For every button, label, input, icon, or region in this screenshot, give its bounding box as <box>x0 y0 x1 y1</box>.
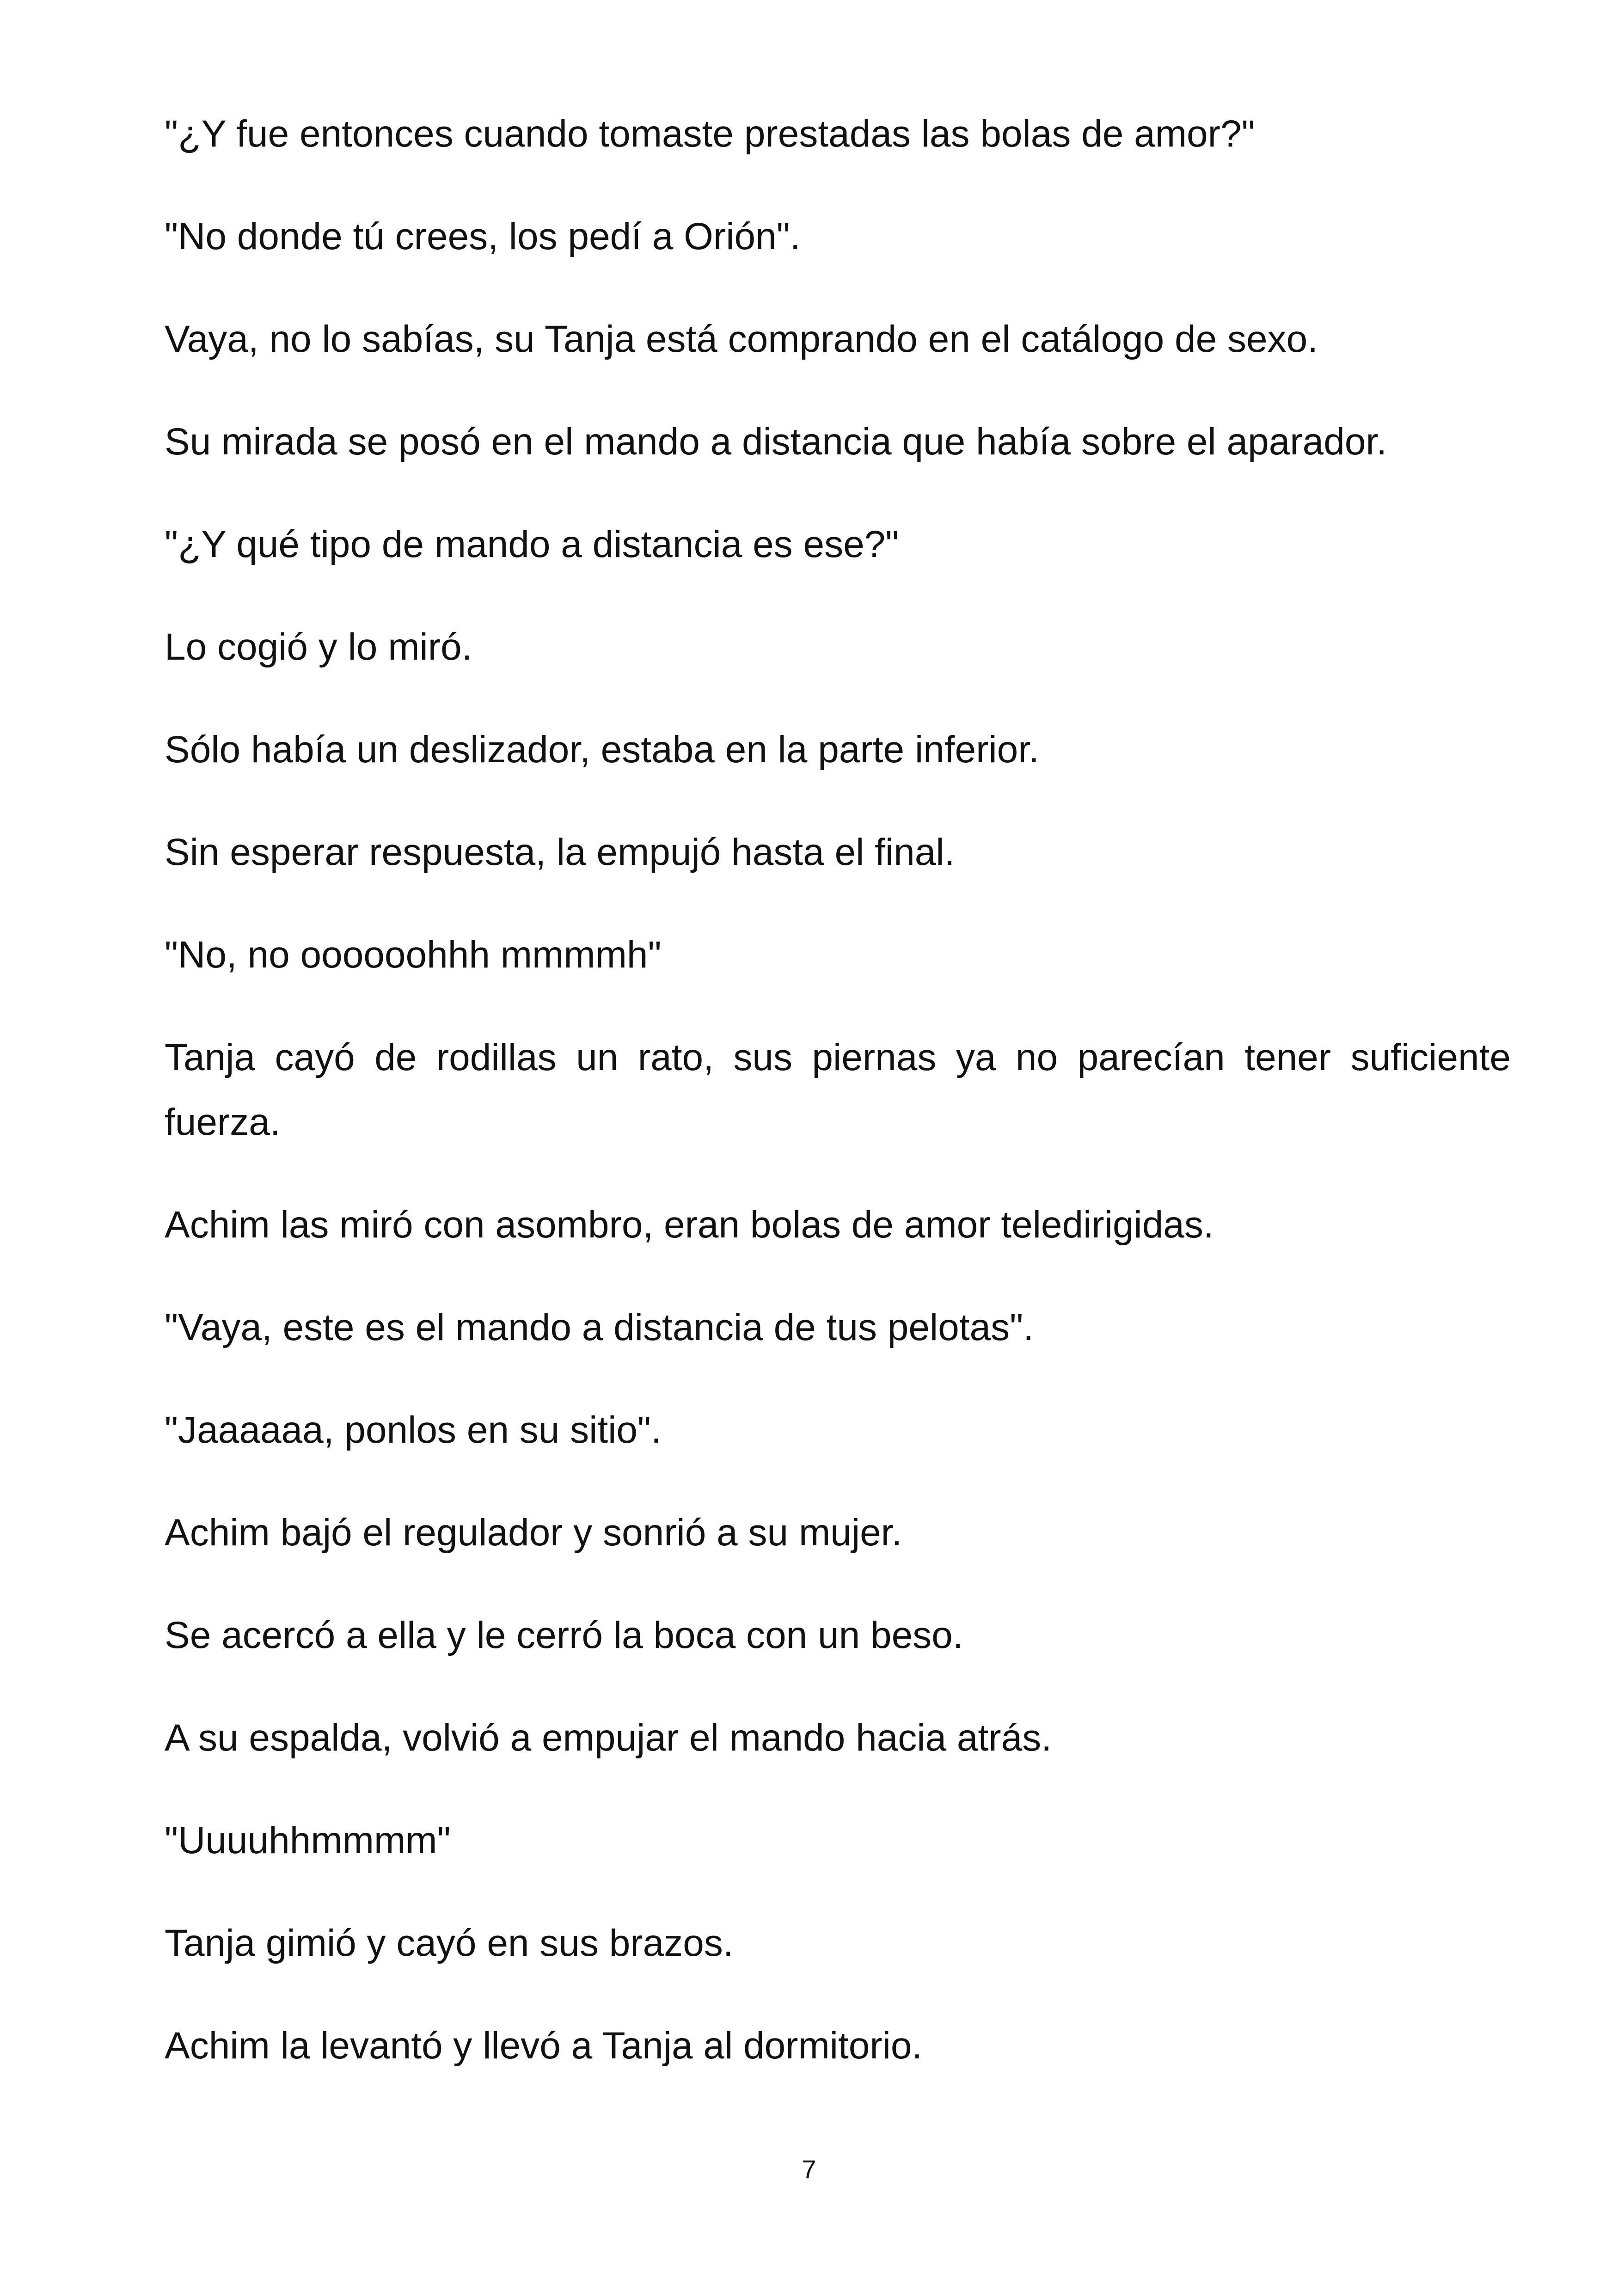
paragraph-9: "No, no oooooohhh mmmmh" <box>165 934 662 976</box>
paragraph-1: "¿Y fue entonces cuando tomaste prestadas las bolas de amor?" <box>165 113 1255 155</box>
paragraph-10: Tanja cayó de rodillas un rato, sus piernas ya no parecían tener suficiente fuerza. <box>165 1036 1511 1143</box>
paragraph-4: Su mirada se posó en el mando a distancia que había sobre el aparador. <box>165 421 1387 463</box>
page-number: 7 <box>802 2155 816 2184</box>
paragraph-6: Lo cogió y lo miró. <box>165 626 472 668</box>
paragraph-15: Se acercó a ella y le cerró la boca con un beso. <box>165 1614 963 1656</box>
paragraph-16: A su espalda, volvió a empujar el mando hacia atrás. <box>165 1717 1052 1759</box>
paragraph-12: "Vaya, este es el mando a distancia de tus pelotas". <box>165 1306 1034 1348</box>
paragraph-19: Achim la levantó y llevó a Tanja al dormitorio. <box>165 2025 923 2067</box>
paragraph-13: "Jaaaaaa, ponlos en su sitio". <box>165 1409 662 1451</box>
paragraph-7: Sólo había un deslizador, estaba en la parte inferior. <box>165 729 1039 771</box>
paragraph-18: Tanja gimió y cayó en sus brazos. <box>165 1922 734 1964</box>
paragraph-17: "Uuuuhhmmmm" <box>165 1819 451 1861</box>
paragraph-11: Achim las miró con asombro, eran bolas de amor teledirigidas. <box>165 1204 1214 1246</box>
body-text <box>165 102 1511 2116</box>
paragraph-3: Vaya, no lo sabías, su Tanja está comprando en el catálogo de sexo. <box>165 318 1318 360</box>
paragraph-5: "¿Y qué tipo de mando a distancia es ese?" <box>165 523 899 565</box>
paragraph-14: Achim bajó el regulador y sonrió a su mujer. <box>165 1512 902 1554</box>
paragraph-2: "No donde tú crees, los pedí a Orión". <box>165 215 801 257</box>
paragraph-8: Sin esperar respuesta, la empujó hasta el final. <box>165 831 955 873</box>
